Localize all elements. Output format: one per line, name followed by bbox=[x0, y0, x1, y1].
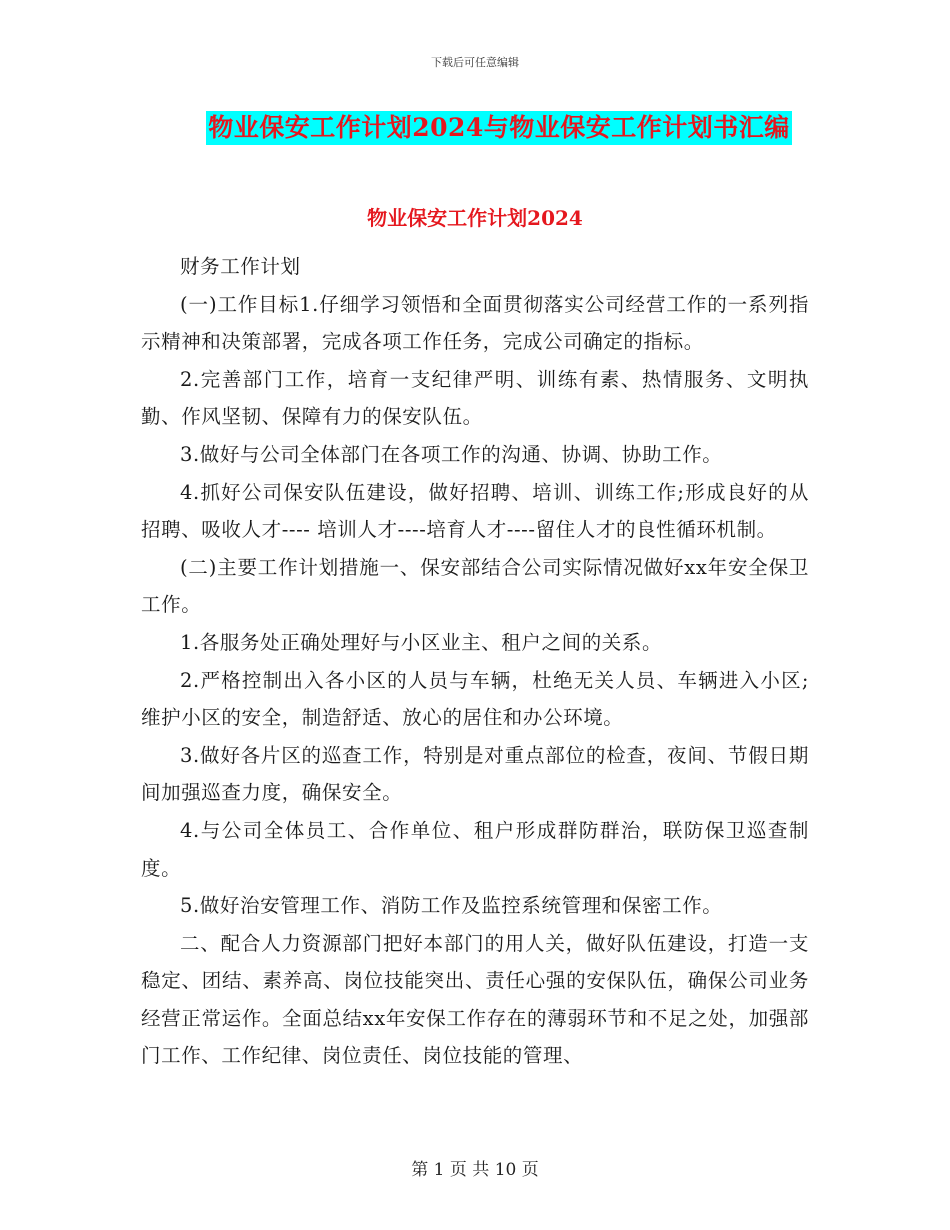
paragraph: (一)工作目标1.仔细学习领悟和全面贯彻落实公司经营工作的一系列指示精神和决策部署，完成各项工作任务，完成公司确定的指标。 bbox=[141, 292, 809, 354]
section-title: 物业保安工作计划2024 bbox=[367, 206, 583, 230]
paragraph: (二)主要工作计划措施一、保安部结合公司实际情况做好xx年安全保卫工作。 bbox=[141, 555, 809, 617]
paragraph: 财务工作计划 bbox=[180, 255, 301, 278]
paragraph: 1.各服务处正确处理好与小区业主、租户之间的关系。 bbox=[180, 630, 663, 654]
document-body bbox=[141, 248, 809, 1075]
paragraph: 2.完善部门工作，培育一支纪律严明、训练有素、热情服务、文明执勤、作风坚韧、保障有力的保安队伍。 bbox=[141, 367, 809, 429]
main-title: 物业保安工作计划2024与物业保安工作计划书汇编 bbox=[206, 111, 792, 145]
paragraph: 二、配合人力资源部门把好本部门的用人关，做好队伍建设，打造一支稳定、团结、素养高、岗位技能突出、责任心强的安保队伍，确保公司业务经营正常运作。全面总结xx年安保工作存在的薄弱环节和不足之处，加强部门工作、工作纪律、岗位责任、岗位技能的管理、 bbox=[141, 931, 809, 1068]
main-title-container bbox=[0, 111, 950, 145]
page-header-note: 下载后可任意编辑 bbox=[431, 56, 519, 69]
page-number-footer: 第 1 页 共 10 页 bbox=[411, 1160, 539, 1180]
paragraph: 4.抓好公司保安队伍建设，做好招聘、培训、训练工作;形成良好的从招聘、吸收人才---- 培训人才----培育人才----留住人才的良性循环机制。 bbox=[141, 480, 809, 542]
paragraph: 4.与公司全体员工、合作单位、租户形成群防群治，联防保卫巡查制度。 bbox=[141, 818, 809, 880]
paragraph: 2.严格控制出入各小区的人员与车辆，杜绝无关人员、车辆进入小区;维护小区的安全，制造舒适、放心的居住和办公环境。 bbox=[141, 668, 809, 730]
paragraph: 3.做好与公司全体部门在各项工作的沟通、协调、协助工作。 bbox=[180, 442, 723, 466]
paragraph: 3.做好各片区的巡查工作，特别是对重点部位的检查，夜间、节假日期间加强巡查力度，确保安全。 bbox=[141, 743, 809, 805]
paragraph: 5.做好治安管理工作、消防工作及监控系统管理和保密工作。 bbox=[180, 894, 723, 918]
